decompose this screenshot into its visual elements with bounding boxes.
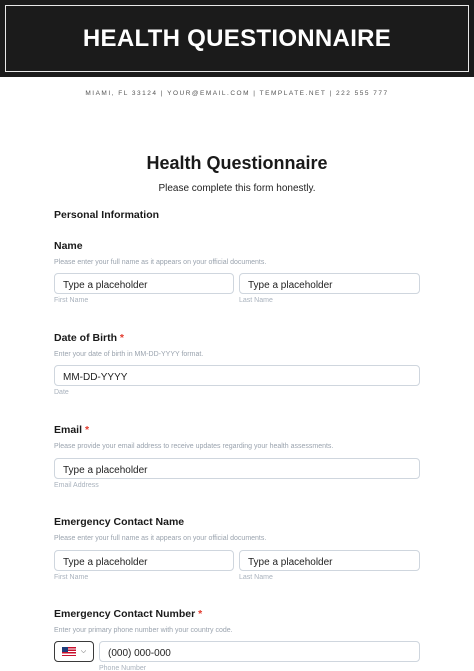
dob-sublabel: Date [54, 389, 69, 396]
emergency-name-help: Please enter your full name as it appears on your official documents. [54, 535, 267, 542]
emergency-name-label: Emergency Contact Name [54, 516, 185, 528]
dob-help: Enter your date of birth in MM-DD-YYYY format. [54, 351, 204, 358]
contact-line: MIAMI, FL 33124 | YOUR@EMAIL.COM | TEMPLATE.NET | 222 555 777 [85, 90, 389, 97]
last-name-input[interactable] [239, 273, 420, 294]
email-input[interactable] [54, 458, 420, 479]
country-code-select[interactable] [54, 641, 94, 662]
last-name-value: Type a placeholder [248, 279, 333, 291]
required-asterisk: * [84, 424, 90, 436]
emergency-last-name-input[interactable] [239, 550, 420, 571]
form-subtitle: Please complete this form honestly. [158, 183, 316, 194]
emergency-first-name-input[interactable] [54, 550, 234, 571]
email-value: Type a placeholder [63, 464, 148, 476]
emergency-number-help: Enter your primary phone number with your country code. [54, 627, 233, 634]
phone-number-value: (000) 000-000 [108, 647, 171, 659]
required-asterisk: * [198, 608, 203, 620]
phone-number-input[interactable] [99, 641, 420, 662]
emergency-first-name-sublabel: First Name [54, 574, 89, 581]
first-name-input[interactable] [54, 273, 234, 294]
email-sublabel: Email Address [54, 482, 99, 489]
last-name-sublabel: Last Name [239, 297, 273, 304]
required-asterisk: * [119, 332, 125, 344]
dob-value: MM-DD-YYYY [63, 371, 128, 383]
phone-number-sublabel: Phone Number [99, 665, 147, 671]
emergency-number-label: Emergency Contact Number * [54, 608, 203, 620]
us-flag-icon [62, 647, 76, 656]
name-label: Name [54, 240, 83, 252]
section-title: Personal Information [54, 209, 160, 221]
banner-title: HEALTH QUESTIONNAIRE [82, 24, 392, 52]
first-name-value: Type a placeholder [63, 279, 148, 291]
dob-input[interactable] [54, 365, 420, 386]
first-name-sublabel: First Name [54, 297, 89, 304]
dob-label: Date of Birth * [54, 332, 125, 344]
chevron-down-icon: ⌵ [80, 648, 87, 655]
form-title: Health Questionnaire [146, 153, 328, 173]
emergency-last-name-value: Type a placeholder [248, 556, 333, 568]
emergency-first-name-value: Type a placeholder [63, 556, 148, 568]
email-label: Email * [54, 424, 90, 436]
name-help: Please enter your full name as it appears on your official documents. [54, 259, 267, 266]
banner-frame [5, 5, 469, 72]
header-banner [0, 0, 474, 77]
email-help: Please provide your email address to receive updates regarding your health assessments. [54, 443, 334, 450]
emergency-last-name-sublabel: Last Name [239, 574, 273, 581]
